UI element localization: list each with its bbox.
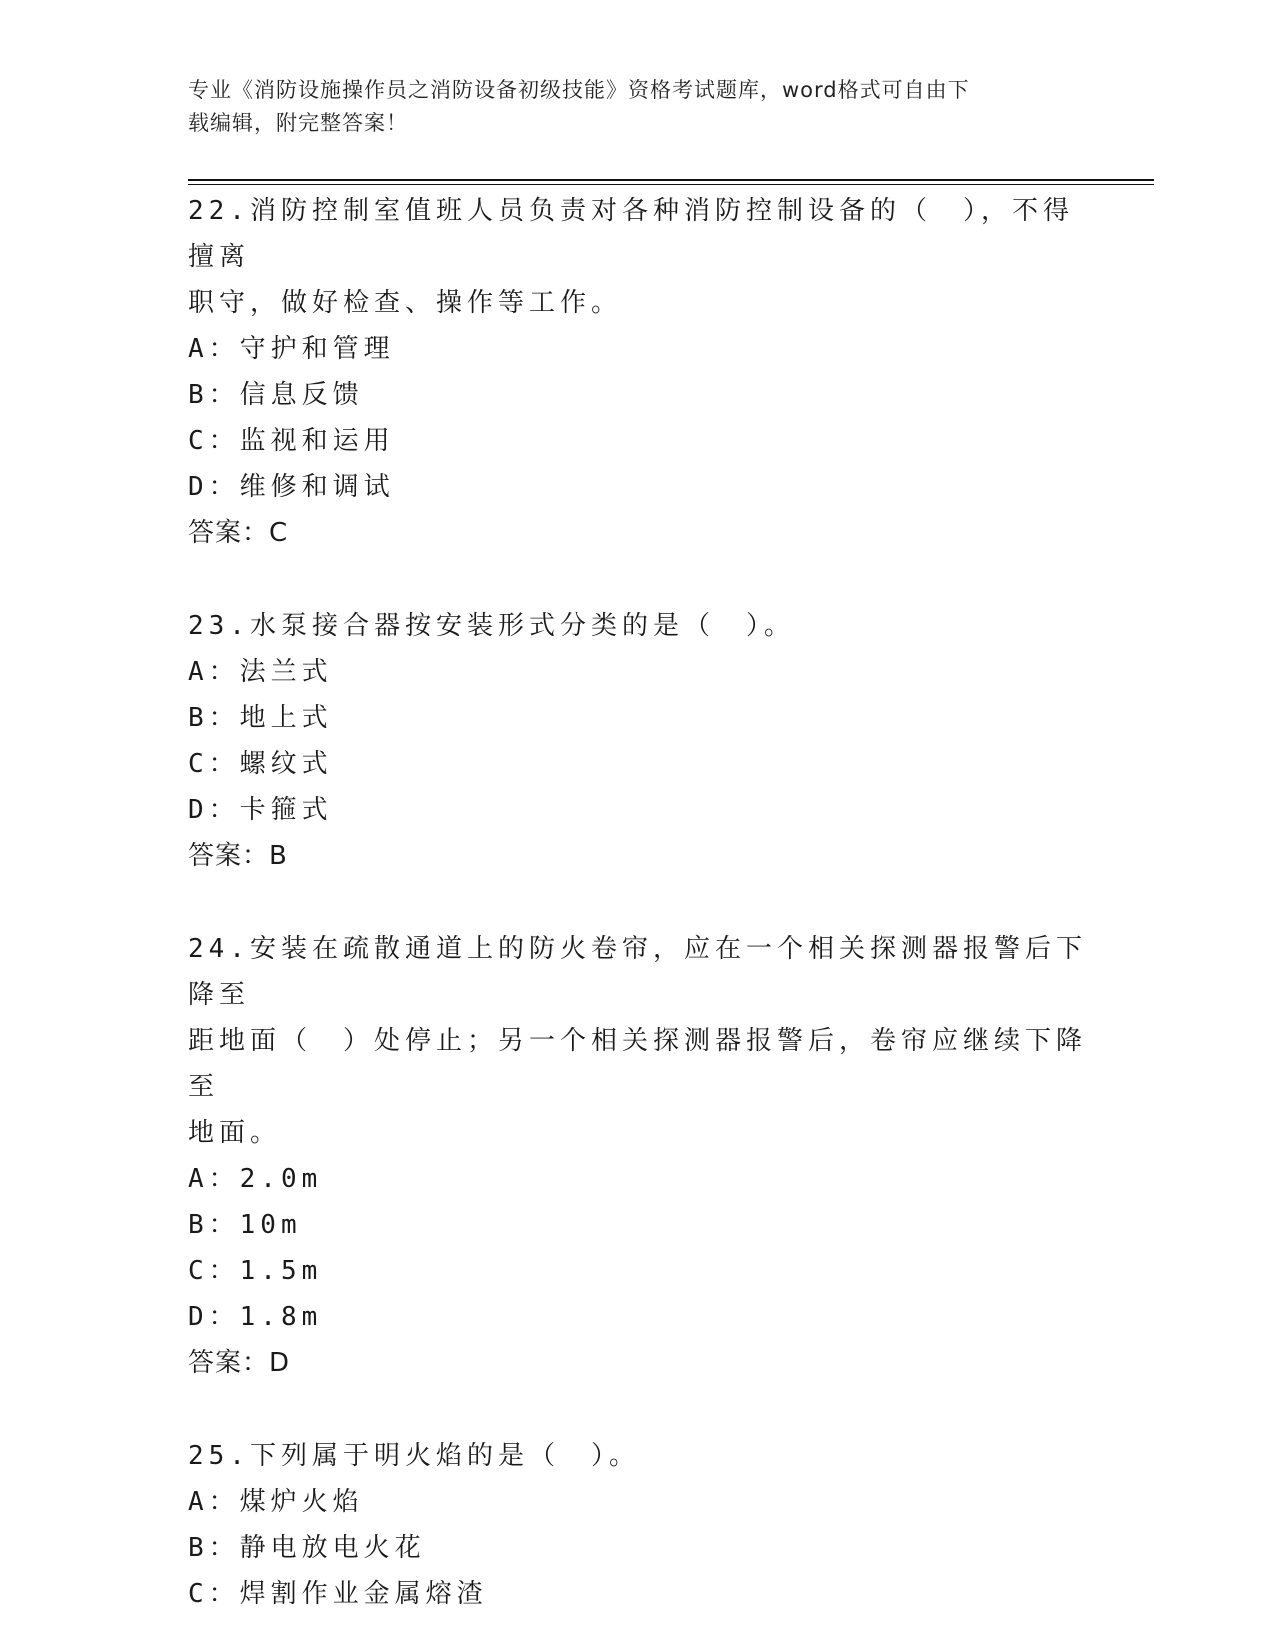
header-divider-thin [188,184,1154,185]
option-c: C：焊割作业金属熔渣 [188,1579,488,1609]
option-a: A：煤炉火焰 [188,1487,364,1517]
option-b: B：信息反馈 [188,380,364,410]
option-b: B：10m [188,1210,302,1240]
option-c: C：1.5m [188,1256,323,1286]
question-24 [188,926,1088,1386]
question-stem: 地面。 [188,1118,282,1148]
question-gap [188,1386,1088,1433]
question-22 [188,188,1088,556]
answer: 答案：D [188,1348,291,1378]
question-stem: 职守，做好检查、操作等工作。 [188,288,623,318]
question-stem: 24.安装在疏散通道上的防火卷帘，应在一个相关探测器报警后下降至 [188,934,1087,1010]
option-d: D：维修和调试 [188,472,395,502]
option-b: B：静电放电火花 [188,1533,426,1563]
intro-line-2: 载编辑，附完整答案！ [188,111,408,135]
option-d: D：卡箍式 [188,795,333,825]
answer: 答案：B [188,841,288,871]
question-stem: 23.水泵接合器按安装形式分类的是（ ）。 [188,611,795,641]
question-25 [188,1433,1088,1617]
option-d: D：1.8m [188,1302,323,1332]
answer: 答案：C [188,518,289,548]
question-23 [188,603,1088,879]
header-divider-thick [188,179,1154,181]
option-c: C：螺纹式 [188,749,333,779]
option-a: A：守护和管理 [188,334,395,364]
option-c: C：监视和运用 [188,426,395,456]
document-intro [188,74,1068,140]
question-stem: 25.下列属于明火焰的是（ ）。 [188,1441,640,1471]
question-gap [188,879,1088,926]
question-stem: 22.消防控制室值班人员负责对各种消防控制设备的（ ），不得擅离 [188,196,1074,272]
question-gap [188,556,1088,603]
option-a: A：2.0m [188,1164,323,1194]
question-list [188,188,1088,1617]
intro-line-1: 专业《消防设施操作员之消防设备初级技能》资格考试题库，word格式可自由下 [188,78,970,102]
option-b: B：地上式 [188,703,333,733]
option-a: A：法兰式 [188,657,333,687]
question-stem: 距地面（ ）处停止；另一个相关探测器报警后，卷帘应继续下降至 [188,1026,1088,1102]
